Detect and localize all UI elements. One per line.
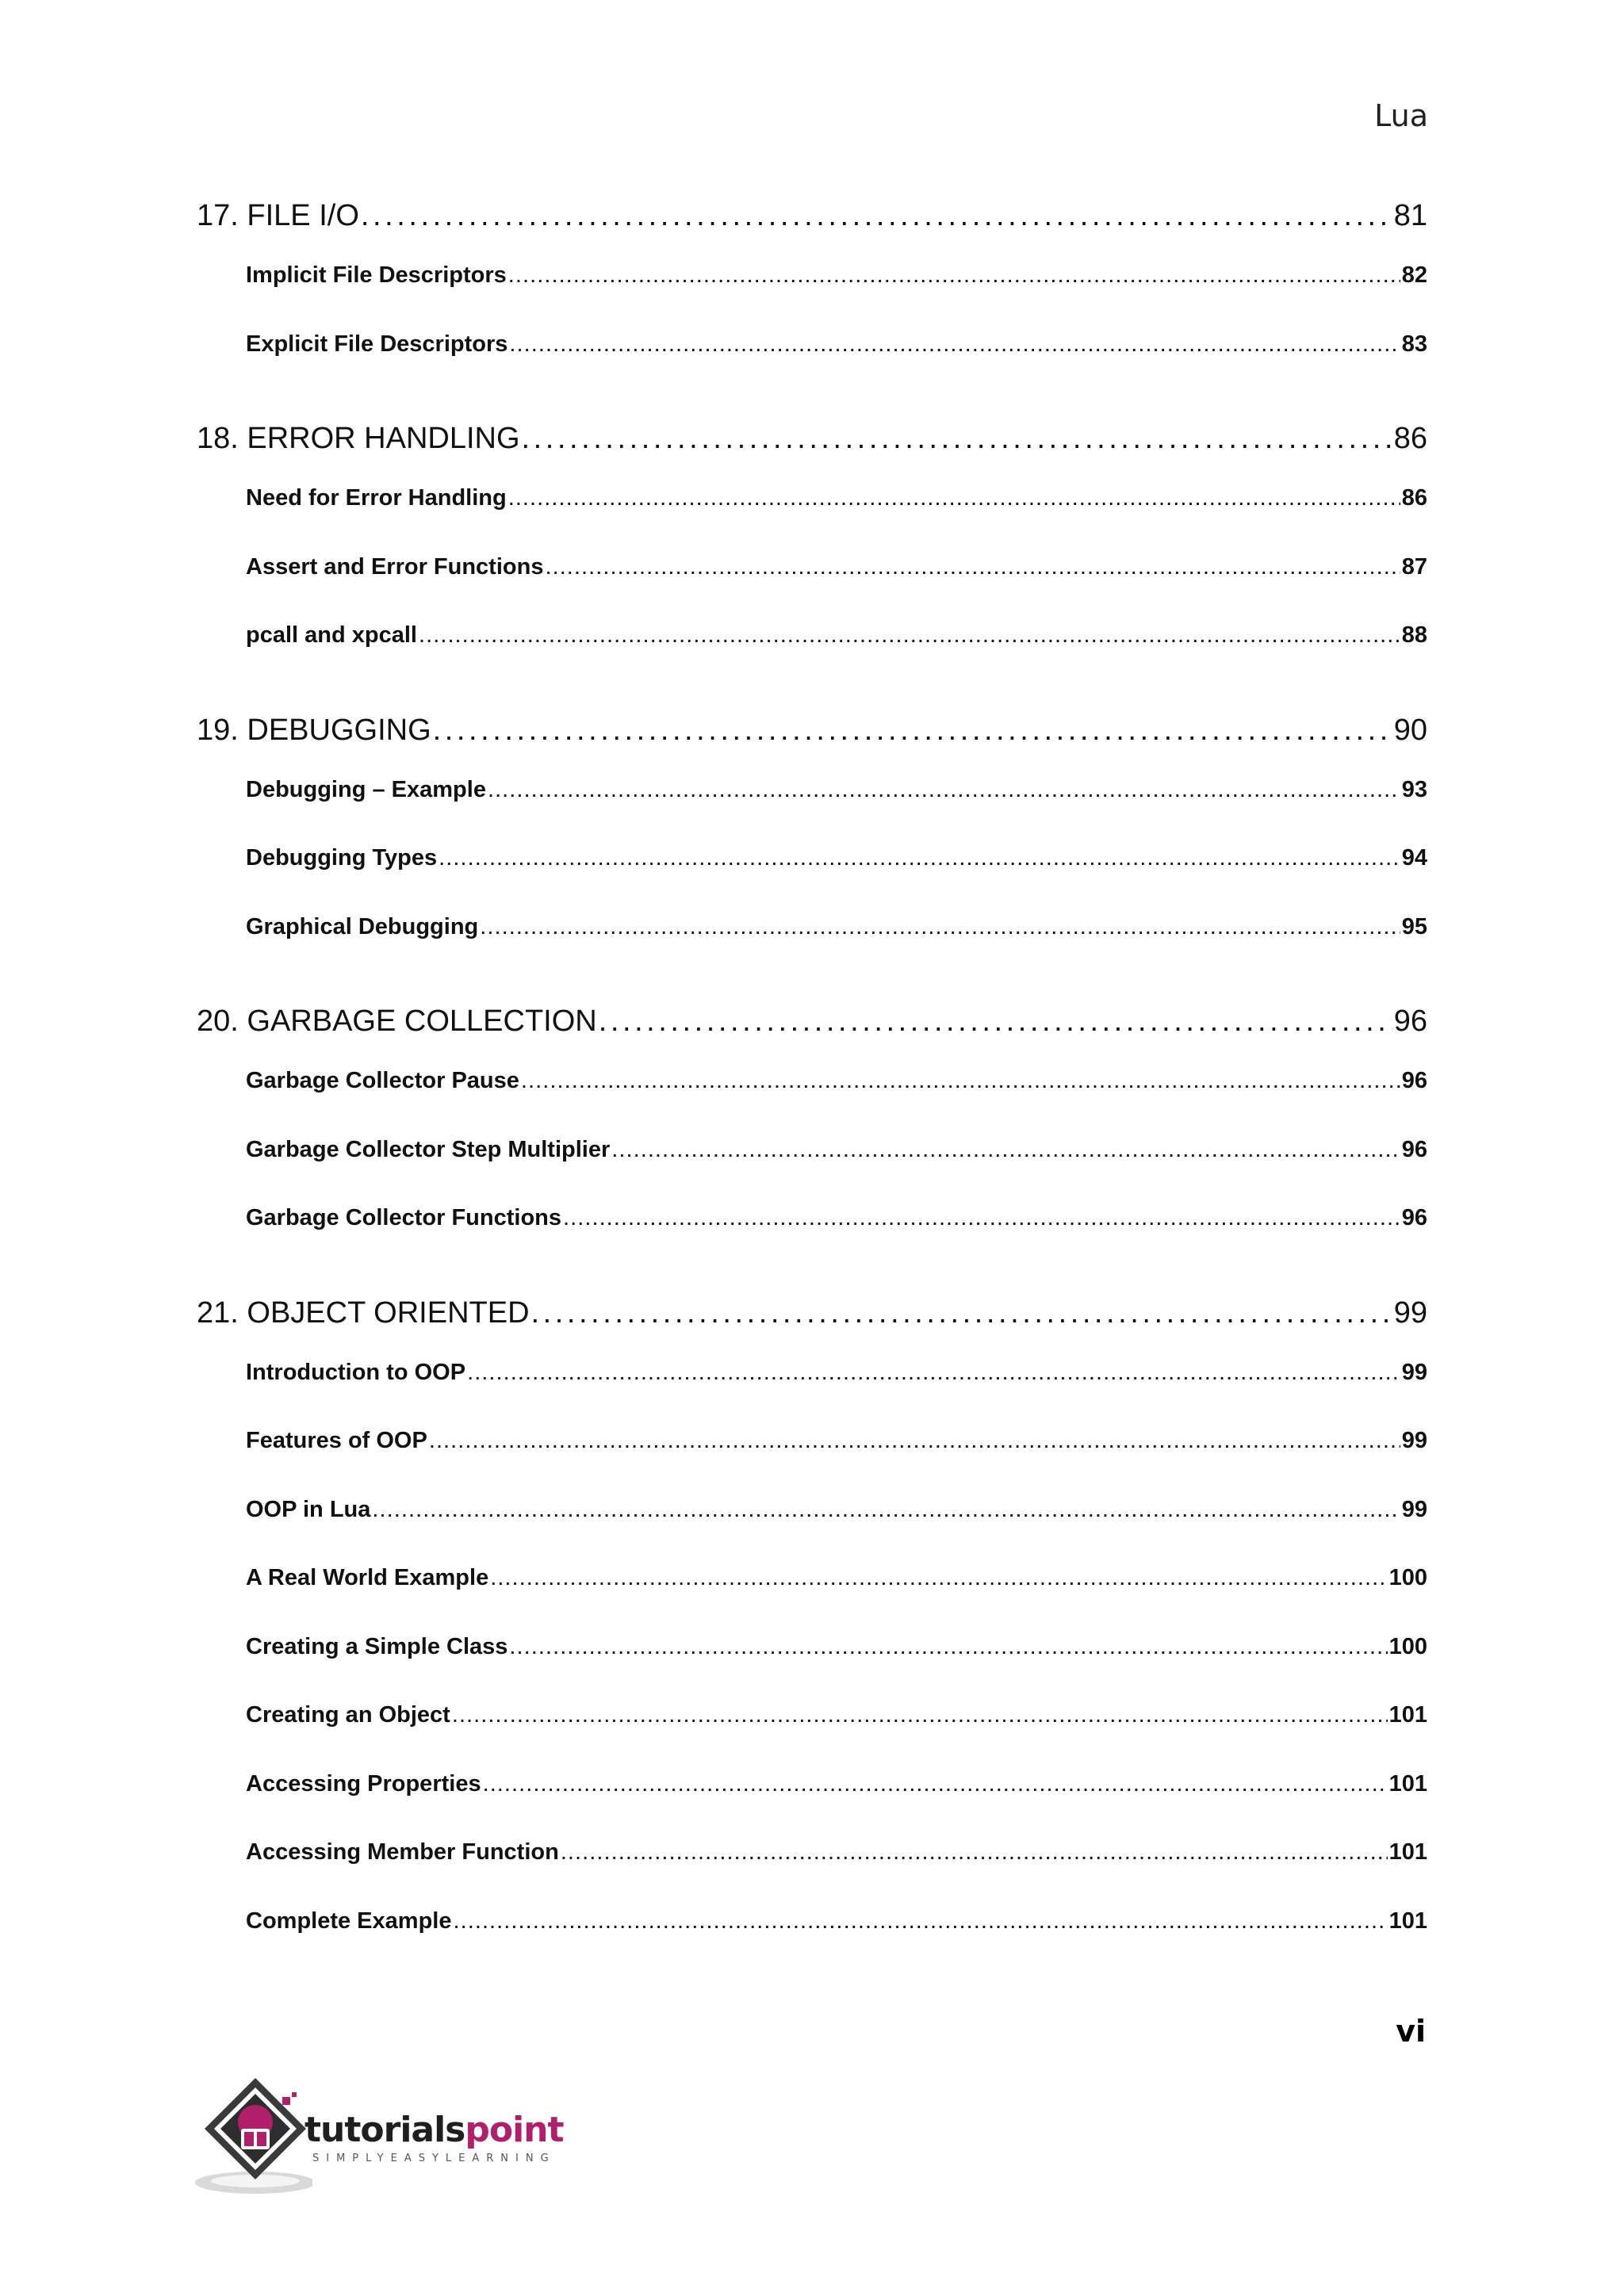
dot-leader: [467, 1338, 1400, 1407]
dot-leader: [480, 893, 1400, 962]
toc-chapter-title: [197, 190, 359, 241]
toc-chapter-name: DEBUGGING: [247, 713, 431, 747]
toc-section-page: 101: [1388, 1770, 1427, 1797]
dot-leader: [509, 310, 1400, 379]
toc-section-page: 99: [1401, 1496, 1427, 1522]
logo-wordmark: [304, 2110, 564, 2150]
toc-section-title: Explicit File Descriptors: [246, 331, 508, 357]
dot-leader: [611, 1115, 1400, 1184]
toc-section-entry[interactable]: [197, 1338, 1427, 1407]
table-of-contents: [197, 190, 1427, 1955]
dot-leader: [509, 1613, 1387, 1682]
toc-chapter-name: OBJECT ORIENTED: [247, 1295, 530, 1330]
logo-text-accent: point: [465, 2110, 564, 2150]
toc-section-entry[interactable]: [197, 1475, 1427, 1544]
dot-leader: [521, 1047, 1400, 1115]
logo-tagline: SIMPLYEASYLEARNING: [312, 2152, 556, 2164]
toc-section-title: Creating a Simple Class: [246, 1633, 508, 1659]
toc-chapter-page: 90: [1393, 713, 1427, 747]
toc-section-page: 93: [1401, 776, 1427, 802]
dot-leader: [545, 533, 1400, 602]
toc-section-entry[interactable]: [197, 601, 1427, 670]
toc-section-title: Accessing Member Function: [246, 1839, 559, 1865]
toc-section-title: Debugging Types: [246, 845, 438, 871]
toc-section-entry[interactable]: [197, 1115, 1427, 1184]
toc-section-entry[interactable]: [197, 1047, 1427, 1115]
toc-section-title: Garbage Collector Functions: [246, 1205, 561, 1230]
toc-section-page: 86: [1401, 485, 1427, 511]
dot-leader: [563, 1184, 1400, 1253]
toc-section-entry[interactable]: [197, 1544, 1427, 1613]
dot-leader: [433, 705, 1392, 756]
toc-section-page: 83: [1401, 331, 1427, 357]
toc-section-entry[interactable]: [197, 1887, 1427, 1956]
toc-chapter-name: GARBAGE COLLECTION: [247, 1004, 597, 1038]
toc-section-entry[interactable]: [197, 1681, 1427, 1750]
toc-chapter-page: 99: [1393, 1295, 1427, 1330]
toc-chapter-name: ERROR HANDLING: [247, 422, 520, 455]
toc-section-entry[interactable]: [197, 1406, 1427, 1475]
toc-section-title: A Real World Example: [246, 1565, 489, 1590]
toc-section-page: 82: [1401, 262, 1427, 288]
dot-leader: [419, 601, 1400, 670]
toc-chapter-page: 86: [1393, 422, 1427, 455]
toc-chapter-entry[interactable]: [197, 705, 1427, 756]
dot-leader: [361, 190, 1392, 241]
toc-section-page: 101: [1388, 1702, 1427, 1728]
toc-section-page: 99: [1401, 1359, 1427, 1385]
toc-section-title: Implicit File Descriptors: [246, 262, 507, 288]
toc-section-page: 94: [1401, 845, 1427, 871]
dot-leader: [453, 1887, 1387, 1956]
toc-section-title: Graphical Debugging: [246, 913, 479, 939]
toc-section-entry[interactable]: [197, 1750, 1427, 1819]
toc-section-title: Assert and Error Functions: [246, 553, 544, 580]
dot-leader: [372, 1475, 1400, 1544]
toc-section-title: Creating an Object: [246, 1702, 450, 1728]
logo-emblem-icon: [193, 2073, 312, 2200]
toc-section-page: 100: [1388, 1633, 1427, 1659]
dot-leader: [490, 1544, 1387, 1613]
toc-section-entry[interactable]: [197, 893, 1427, 962]
toc-section-page: 96: [1401, 1136, 1427, 1162]
toc-chapter-title: [197, 996, 597, 1047]
toc-section-entry[interactable]: [197, 1184, 1427, 1253]
toc-section-page: 99: [1401, 1428, 1427, 1453]
toc-section-page: 88: [1401, 622, 1427, 648]
dot-leader: [522, 413, 1392, 464]
toc-section-page: 101: [1388, 1908, 1427, 1934]
toc-section-title: Garbage Collector Step Multiplier: [246, 1136, 611, 1162]
toc-section-page: 95: [1401, 913, 1427, 939]
toc-chapter-entry[interactable]: [197, 190, 1427, 241]
toc-chapter-entry[interactable]: [197, 1288, 1427, 1338]
toc-chapter-entry[interactable]: [197, 996, 1427, 1047]
dot-leader: [439, 824, 1400, 893]
toc-section-title: Need for Error Handling: [246, 485, 507, 511]
dot-leader: [483, 1750, 1388, 1819]
page-number: vi: [1396, 2014, 1426, 2049]
toc-chapter-page: 96: [1393, 1004, 1427, 1038]
toc-chapter-title: [197, 705, 431, 756]
dot-leader: [508, 241, 1400, 310]
toc-section-page: 87: [1401, 553, 1427, 580]
dot-leader: [561, 1818, 1388, 1887]
tutorialspoint-logo: [193, 2073, 606, 2200]
toc-section-entry[interactable]: [197, 310, 1427, 379]
toc-section-entry[interactable]: [197, 241, 1427, 310]
toc-section-title: Introduction to OOP: [246, 1359, 466, 1385]
toc-chapter-title: [197, 1288, 530, 1338]
running-header: Lua: [1374, 98, 1428, 133]
dot-leader: [599, 996, 1392, 1047]
toc-section-title: Debugging – Example: [246, 776, 486, 802]
dot-leader: [488, 756, 1400, 825]
toc-chapter-name: FILE I/O: [247, 199, 359, 232]
toc-chapter-entry[interactable]: [197, 413, 1427, 464]
toc-section-title: Features of OOP: [246, 1428, 427, 1453]
toc-chapter-title: [197, 413, 520, 464]
toc-section-title: pcall and xpcall: [246, 622, 417, 648]
toc-section-title: Accessing Properties: [246, 1770, 481, 1797]
toc-section-entry[interactable]: [197, 1818, 1427, 1887]
dot-leader: [452, 1681, 1388, 1750]
dot-leader: [429, 1406, 1400, 1475]
toc-section-title: Garbage Collector Pause: [246, 1068, 519, 1093]
toc-chapter-number: 21.: [197, 1295, 239, 1330]
dot-leader: [531, 1288, 1392, 1338]
toc-section-entry[interactable]: [197, 756, 1427, 825]
toc-section-entry[interactable]: [197, 533, 1427, 602]
toc-section-entry[interactable]: [197, 824, 1427, 893]
toc-section-entry[interactable]: [197, 464, 1427, 533]
toc-section-entry[interactable]: [197, 1613, 1427, 1682]
toc-chapter-number: 19.: [197, 713, 239, 747]
toc-section-page: 100: [1388, 1565, 1427, 1590]
toc-chapter-number: 18.: [197, 422, 239, 455]
logo-text-main: tutorials: [304, 2110, 465, 2150]
toc-chapter-number: 20.: [197, 1004, 239, 1038]
toc-section-title: Complete Example: [246, 1908, 452, 1934]
toc-chapter-page: 81: [1393, 199, 1427, 232]
toc-section-page: 96: [1401, 1068, 1427, 1093]
toc-section-page: 96: [1401, 1205, 1427, 1230]
toc-chapter-number: 17.: [197, 199, 239, 232]
dot-leader: [508, 464, 1400, 533]
toc-section-title: OOP in Lua: [246, 1496, 371, 1522]
toc-section-page: 101: [1388, 1839, 1427, 1865]
